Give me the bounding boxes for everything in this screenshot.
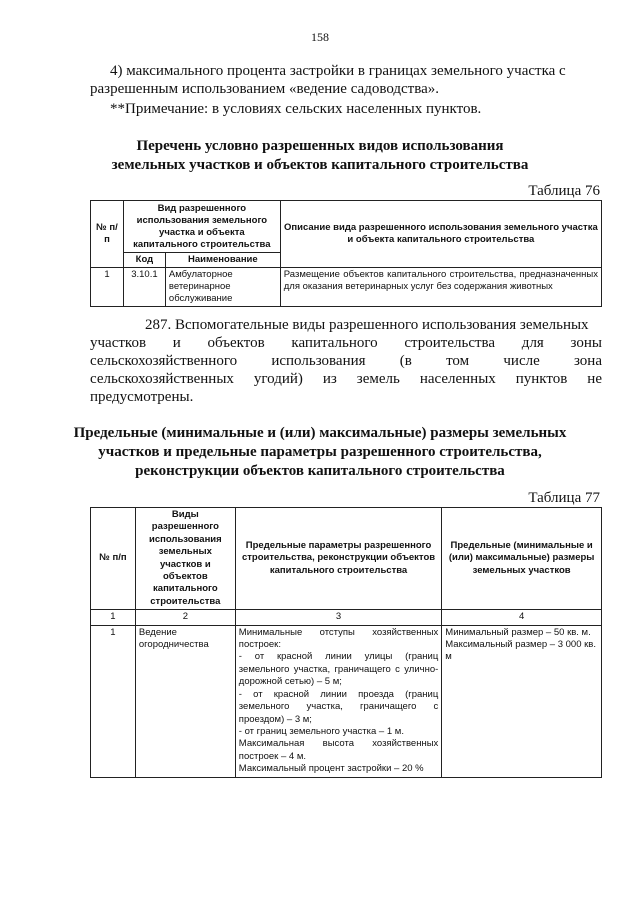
- t77-colnum-3: 3: [235, 610, 441, 625]
- t76-header-num: № п/п: [91, 201, 124, 268]
- t77-header-vid: Виды разрешенного использования земельных участков и объектов капитального строительства: [135, 508, 235, 610]
- page-number: 158: [311, 30, 329, 44]
- para287-line-2: участков и объектов капитального строительства для зоны: [90, 335, 602, 351]
- t76-header-vid: Вид разрешенного использования земельного участка и объекта капитального строительства: [123, 201, 280, 253]
- t76-cell-name: Амбулаторное ветеринарное обслуживание: [165, 268, 280, 307]
- t77-cell-vid: Ведение огородничества: [135, 625, 235, 777]
- param-line: - от красной линии проезда (границ земельного участка, граничащего с проездом) – 3 м;: [238, 688, 439, 725]
- t77-cell-sizes: [442, 625, 602, 777]
- section1-title-line-1: Перечень условно разрешенных видов использования: [136, 138, 504, 154]
- t77-colnum-2: 2: [135, 610, 235, 625]
- t76-cell-num: 1: [91, 268, 124, 307]
- intro-line-1: 4) максимального процента застройки в границах земельного участка с: [110, 63, 566, 79]
- table-row: [91, 625, 602, 777]
- para287-line-3: сельскохозяйственного использования (в том числе зона: [90, 353, 602, 369]
- param-line: Минимальные отступы хозяйственных построек:: [238, 626, 439, 651]
- t76-header-desc: Описание вида разрешенного использования земельного участка и объекта капитального строительства: [280, 201, 601, 268]
- section2-title-line-2: участков и предельные параметры разрешенного строительства,: [98, 444, 542, 460]
- size-line: Минимальный размер – 50 кв. м.: [445, 626, 591, 638]
- table-76: [90, 200, 602, 307]
- section2-title-line-1: Предельные (минимальные и (или) максимальные) размеры земельных: [73, 425, 567, 441]
- intro-line-2: разрешенным использованием «ведение садоводства».: [90, 81, 440, 97]
- param-line: - от красной линии улицы (границ земельного участка, граничащего с улично-дорожной сетью) – 5 м;: [238, 651, 439, 688]
- t76-header-code: Код: [123, 253, 165, 268]
- t77-cell-params: [235, 625, 441, 777]
- t77-header-sizes: Предельные (минимальные и (или) максимальные) размеры земельных участков: [442, 508, 602, 610]
- param-line: Максимальная высота хозяйственных построек – 4 м.: [238, 738, 439, 762]
- size-line: Максимальный размер – 3 000 кв. м: [445, 639, 596, 663]
- table-row: [91, 268, 602, 307]
- para287-line-1: 287. Вспомогательные виды разрешенного использования земельных: [145, 317, 589, 333]
- table-77: [90, 507, 602, 778]
- t77-header-num: № п/п: [91, 508, 136, 610]
- t76-header-name: Наименование: [165, 253, 280, 268]
- intro-note: **Примечание: в условиях сельских населенных пунктов.: [110, 101, 482, 117]
- t77-cell-num: 1: [91, 625, 136, 777]
- para287-line-5: предусмотрены.: [90, 389, 194, 405]
- t76-cell-desc: Размещение объектов капитального строительства, предназначенных для оказания ветеринарных услуг без содержания животных: [280, 268, 601, 307]
- table77-label: Таблица 77: [528, 490, 600, 506]
- table76-label: Таблица 76: [528, 183, 600, 199]
- param-line: - от границ земельного участка – 1 м.: [238, 725, 404, 737]
- t76-cell-code: 3.10.1: [123, 268, 165, 307]
- t77-header-params: Предельные параметры разрешенного строительства, реконструкции объектов капитального строительства: [235, 508, 441, 610]
- section2-title-line-3: реконструкции объектов капитального строительства: [135, 463, 505, 479]
- section1-title-line-2: земельных участков и объектов капитального строительства: [111, 157, 529, 173]
- param-line: Максимальный процент застройки – 20 %: [238, 763, 424, 775]
- t77-colnum-4: 4: [442, 610, 602, 625]
- t77-colnum-1: 1: [91, 610, 136, 625]
- para287-line-4: сельскохозяйственных угодий) из земель населенных пунктов не: [90, 371, 602, 387]
